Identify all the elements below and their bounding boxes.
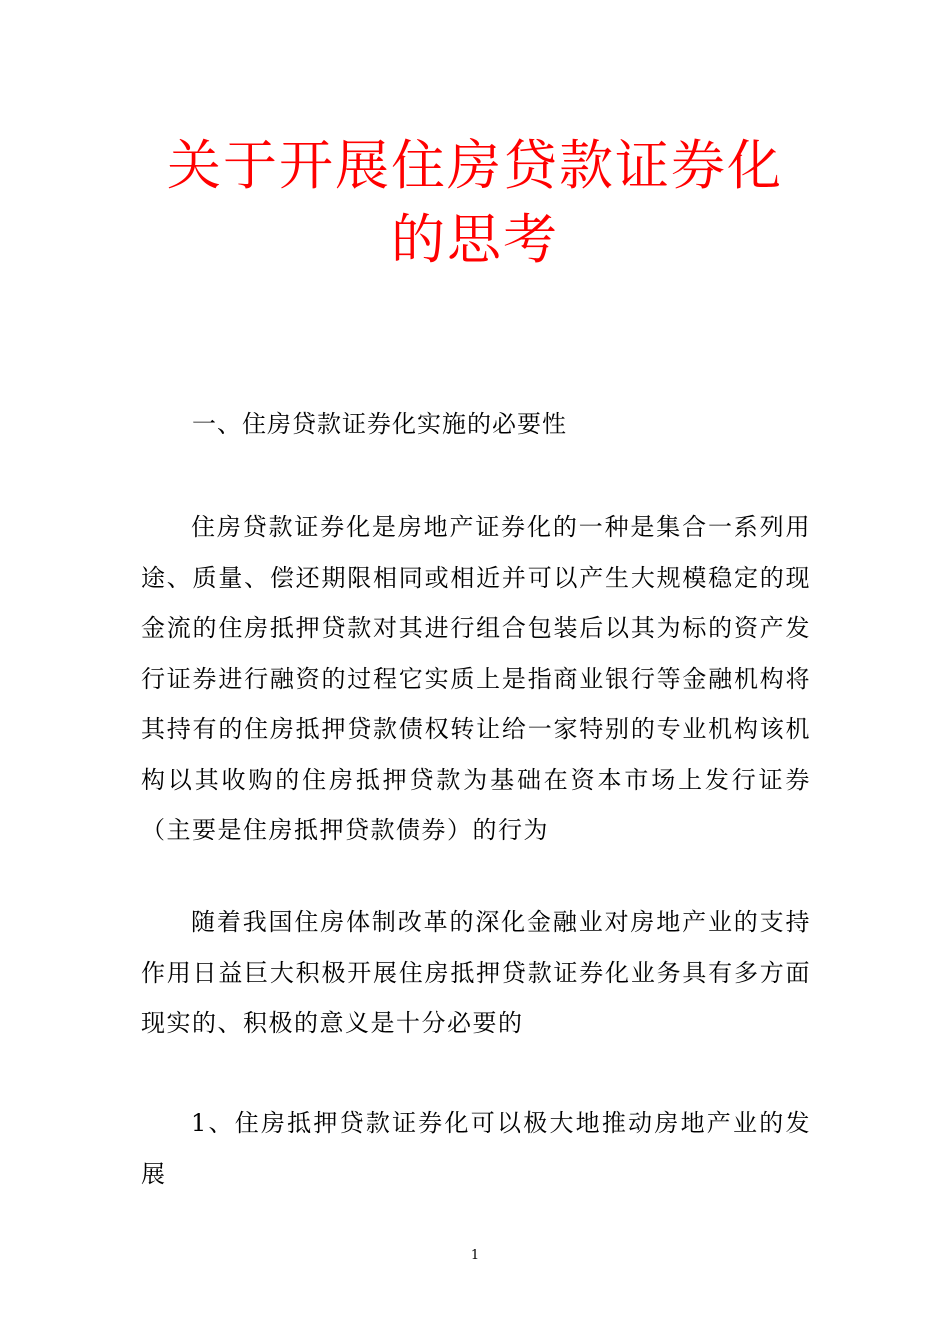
page-number: 1 bbox=[470, 1248, 480, 1263]
section-heading: 一、住房贷款证券化实施的必要性 bbox=[192, 410, 567, 438]
body-paragraph-1: 住房贷款证券化是房地产证券化的一种是集合一系列用途、质量、偿还期限相同或相近并可以产生大规模稳定的现金流的住房抵押贷款对其进行组合包装后以其为标的资产发行证券进行融资的过程它实质上是指商业银行等金融机构将其持有的住房抵押贷款债权转让给一家特别的专业机构该机构以其收购的住房抵押贷款为基础在资本市场上发行证券（主要是住房抵押贷款债券）的行为 bbox=[141, 513, 811, 844]
body-paragraph-3: 1、住房抵押贷款证券化可以极大地推动房地产业的发展 bbox=[141, 1109, 811, 1188]
body-paragraph-2: 随着我国住房体制改革的深化金融业对房地产业的支持作用日益巨大积极开展住房抵押贷款证券化业务具有多方面现实的、积极的意义是十分必要的 bbox=[141, 908, 811, 1037]
document-title-line-2: 的思考 bbox=[391, 208, 559, 271]
document-title-line-1: 关于开展住房贷款证券化 bbox=[167, 134, 783, 197]
